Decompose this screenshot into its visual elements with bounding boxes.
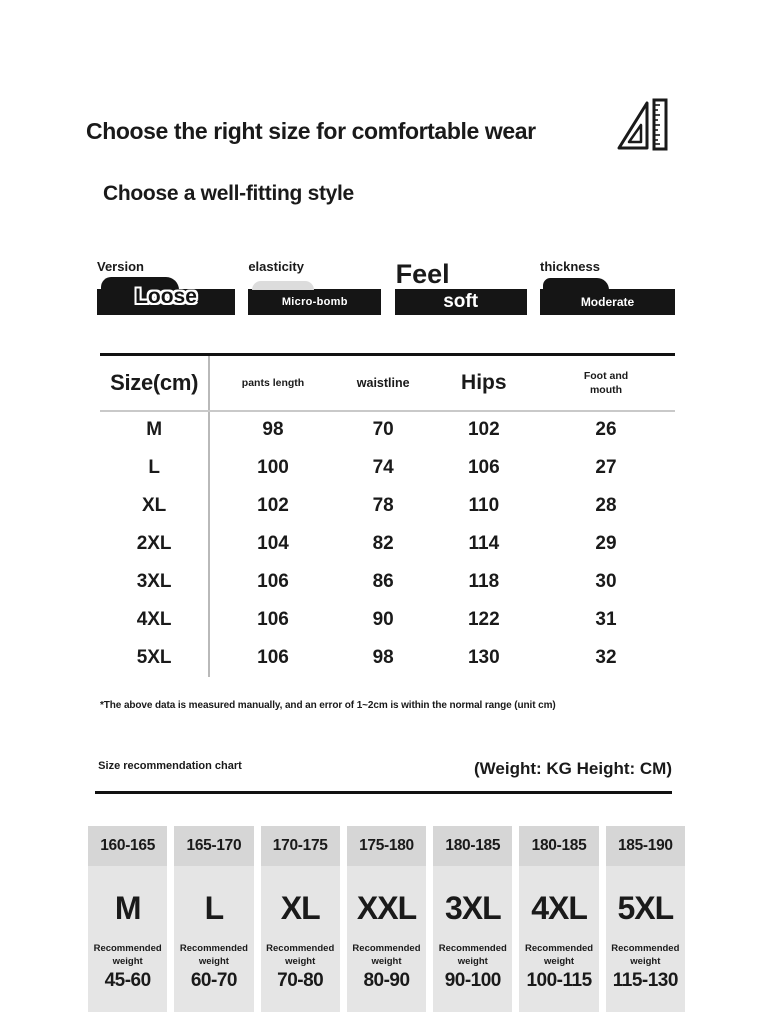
weight-label: Recommended weight xyxy=(266,943,335,967)
table-row xyxy=(100,411,675,449)
column-header-waistline: waistline xyxy=(336,355,431,411)
recommendation-chart-title: Size recommendation chart xyxy=(98,760,242,772)
badge-bump-shape xyxy=(543,278,609,290)
cell-size: 4XL xyxy=(100,601,209,639)
recommendation-column xyxy=(347,826,426,1012)
recommendation-column xyxy=(261,826,340,1012)
height-range: 180-185 xyxy=(519,826,598,866)
attribute-label: elasticity xyxy=(248,259,304,274)
size-label: XL xyxy=(280,890,320,926)
cell-size: 5XL xyxy=(100,639,209,677)
height-range: 160-165 xyxy=(88,826,167,866)
weight-label: Recommended weight xyxy=(179,943,248,967)
attribute-label: Version xyxy=(97,259,144,274)
attribute-badge-version xyxy=(97,260,235,315)
attribute-value: soft xyxy=(443,291,479,312)
attribute-value: Micro-bomb xyxy=(281,296,348,308)
height-range: 165-170 xyxy=(174,826,253,866)
column-header-hips: Hips xyxy=(431,355,537,411)
cell-size: M xyxy=(100,411,209,449)
recommendation-column xyxy=(433,826,512,1012)
badge-bump-shape xyxy=(252,281,314,290)
size-label: L xyxy=(204,890,224,926)
height-range: 180-185 xyxy=(433,826,512,866)
page-subtitle: Choose a well-fitting style xyxy=(103,182,354,205)
weight-range: 60-70 xyxy=(190,969,237,991)
cell-foot-mouth: 31 xyxy=(595,608,617,630)
size-label: 4XL xyxy=(531,890,587,926)
column-header-foot-and-mouth xyxy=(537,355,675,411)
size-label: XXL xyxy=(356,890,417,926)
table-row xyxy=(100,525,675,563)
size-table xyxy=(100,353,675,677)
table-row xyxy=(100,563,675,601)
cell-foot-mouth: 32 xyxy=(595,646,617,668)
cell-foot-mouth: 27 xyxy=(595,456,617,478)
column-header-foot-and-mouth-text: Foot and mouth xyxy=(583,369,629,396)
table-row xyxy=(100,601,675,639)
attribute-value: Moderate xyxy=(580,295,635,309)
size-recommendation-grid xyxy=(88,826,685,1012)
recommendation-column xyxy=(88,826,167,1012)
weight-label: Recommended weight xyxy=(525,943,594,967)
weight-range: 80-90 xyxy=(363,969,410,991)
height-range: 175-180 xyxy=(347,826,426,866)
recommendation-column xyxy=(606,826,685,1012)
table-row xyxy=(100,487,675,525)
weight-range: 45-60 xyxy=(104,969,151,991)
size-label: M xyxy=(114,890,141,926)
attribute-value: Loose xyxy=(135,285,197,308)
cell-waistline: 70 xyxy=(372,419,394,440)
cell-waistline: 78 xyxy=(372,494,394,516)
cell-waistline: 86 xyxy=(372,570,394,592)
attribute-badge-elasticity xyxy=(248,260,381,315)
measurement-disclaimer: *The above data is measured manually, and an error of 1~2cm is within the normal range (unit cm) xyxy=(100,700,556,711)
cell-foot-mouth: 30 xyxy=(595,570,617,592)
attribute-bar xyxy=(248,289,381,315)
cell-pants-length: 106 xyxy=(257,608,289,630)
table-row xyxy=(100,639,675,677)
cell-pants-length: 100 xyxy=(257,456,289,478)
weight-range: 115-130 xyxy=(612,969,678,991)
cell-foot-mouth: 28 xyxy=(595,494,617,516)
cell-waistline: 74 xyxy=(372,456,394,478)
cell-hips: 106 xyxy=(467,456,500,478)
attribute-bar xyxy=(97,285,235,315)
weight-label: Recommended weight xyxy=(352,943,421,967)
divider-line xyxy=(95,791,672,794)
table-row xyxy=(100,449,675,487)
attribute-badge-thickness xyxy=(540,260,675,315)
cell-size: 3XL xyxy=(100,563,209,601)
set-square-ruler-icon xyxy=(616,96,670,154)
column-header-size: Size(cm) xyxy=(100,355,209,411)
size-table-header xyxy=(100,355,675,411)
attribute-bar xyxy=(395,289,527,315)
attribute-badges xyxy=(97,260,675,315)
cell-hips: 114 xyxy=(468,532,500,554)
weight-range: 100-115 xyxy=(526,969,592,991)
weight-label: Recommended weight xyxy=(611,943,680,967)
height-range: 170-175 xyxy=(261,826,340,866)
size-label: 5XL xyxy=(617,890,674,926)
cell-waistline: 98 xyxy=(372,646,394,668)
cell-hips: 102 xyxy=(467,419,500,440)
attribute-label: Feel xyxy=(395,259,450,289)
cell-hips: 122 xyxy=(467,608,500,630)
weight-range: 90-100 xyxy=(444,969,501,991)
cell-waistline: 82 xyxy=(372,532,394,554)
size-table-body xyxy=(100,411,675,677)
weight-label: Recommended weight xyxy=(438,943,507,967)
weight-label: Recommended weight xyxy=(93,943,162,967)
cell-foot-mouth: 29 xyxy=(595,532,617,554)
cell-pants-length: 102 xyxy=(257,494,289,516)
cell-size: L xyxy=(100,449,209,487)
recommendation-units-note: (Weight: KG Height: CM) xyxy=(474,759,672,778)
attribute-label: thickness xyxy=(539,259,600,274)
size-label: 3XL xyxy=(444,890,501,926)
attribute-bar xyxy=(540,289,675,315)
cell-hips: 118 xyxy=(468,570,500,592)
page-title: Choose the right size for comfortable wear xyxy=(86,118,536,144)
cell-pants-length: 104 xyxy=(257,532,289,554)
weight-range: 70-80 xyxy=(277,969,324,991)
cell-foot-mouth: 26 xyxy=(595,419,617,440)
cell-pants-length: 98 xyxy=(262,419,284,440)
cell-hips: 110 xyxy=(468,494,500,516)
recommendation-column xyxy=(519,826,598,1012)
cell-waistline: 90 xyxy=(372,608,394,630)
cell-size: 2XL xyxy=(100,525,209,563)
table-header-row xyxy=(100,355,675,411)
cell-hips: 130 xyxy=(467,646,500,668)
height-range: 185-190 xyxy=(606,826,685,866)
attribute-badge-feel xyxy=(395,260,527,315)
cell-pants-length: 106 xyxy=(257,646,289,668)
cell-pants-length: 106 xyxy=(257,570,289,592)
recommendation-column xyxy=(174,826,253,1012)
cell-size: XL xyxy=(100,487,209,525)
column-header-pants-length: pants length xyxy=(209,355,336,411)
